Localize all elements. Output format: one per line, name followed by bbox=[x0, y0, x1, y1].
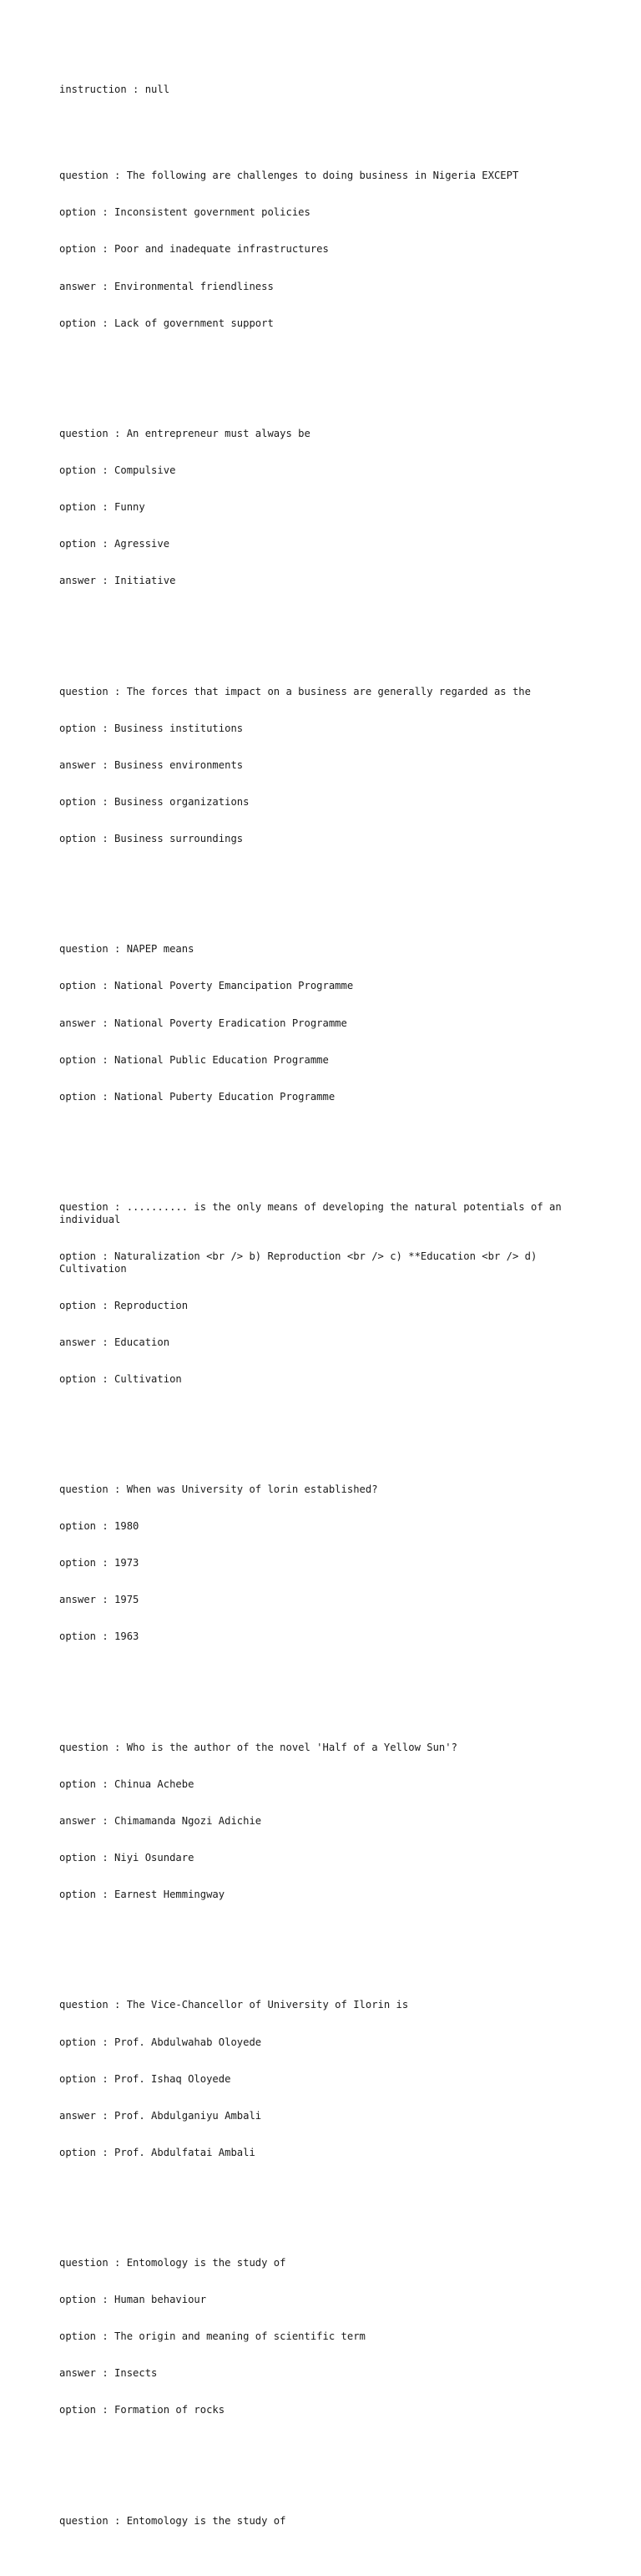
answer-line: answer : Initiative bbox=[59, 575, 176, 587]
answer-line: answer : Environmental friendliness bbox=[59, 280, 274, 292]
question-block-2 bbox=[59, 403, 593, 612]
option-line: option : Compulsive bbox=[59, 464, 176, 477]
option-line: option : 1980 bbox=[59, 1520, 139, 1533]
question-block-10 bbox=[59, 2490, 593, 2552]
question-line: question : When was University of lorin established? bbox=[59, 1483, 378, 1496]
question-block-6 bbox=[59, 1459, 593, 1668]
question-line: question : .......... is the only means of developing the natural potentials of an individual bbox=[59, 1200, 568, 1225]
option-line: option : 1963 bbox=[59, 1630, 139, 1643]
option-line: option : The origin and meaning of scientific term bbox=[59, 2330, 366, 2343]
answer-line: answer : Education bbox=[59, 1336, 170, 1348]
question-line: question : Who is the author of the novel 'Half of a Yellow Sun'? bbox=[59, 1741, 457, 1753]
question-block-3 bbox=[59, 661, 593, 870]
question-block-1 bbox=[59, 145, 593, 354]
option-line: option : Formation of rocks bbox=[59, 2404, 225, 2416]
question-block-7 bbox=[59, 1716, 593, 1925]
answer-line: answer : Business environments bbox=[59, 758, 244, 771]
option-line: option : Chinua Achebe bbox=[59, 1777, 194, 1790]
option-line: option : Inconsistent government policies bbox=[59, 206, 310, 219]
option-line: option : Reproduction bbox=[59, 1299, 189, 1311]
document-page bbox=[59, 59, 593, 2576]
option-line: option : Business surroundings bbox=[59, 833, 244, 845]
question-block-8 bbox=[59, 1975, 593, 2183]
question-block-4 bbox=[59, 919, 593, 1128]
option-line: option : Poor and inadequate infrastructures bbox=[59, 243, 329, 256]
question-line: question : The forces that impact on a business are generally regarded as the bbox=[59, 685, 531, 697]
option-line: option : Lack of government support bbox=[59, 317, 274, 329]
option-line: option : Naturalization <br /> b) Reproduction <br /> c) **Education <br /> d) Cultivation bbox=[59, 1250, 543, 1275]
option-line: option : Funny bbox=[59, 501, 145, 514]
option-line: option : Agressive bbox=[59, 538, 170, 550]
instruction-line: instruction : null bbox=[59, 84, 170, 96]
question-line: question : Entomology is the study of bbox=[59, 2514, 286, 2527]
option-line: option : Business institutions bbox=[59, 722, 244, 734]
answer-line: answer : 1975 bbox=[59, 1594, 139, 1606]
option-line: option : Prof. Abdulfatai Ambali bbox=[59, 2146, 255, 2158]
option-line: option : Niyi Osundare bbox=[59, 1852, 194, 1864]
question-line: question : The following are challenges to doing business in Nigeria EXCEPT bbox=[59, 170, 519, 182]
question-block-5 bbox=[59, 1177, 593, 1410]
option-line: option : Prof. Abdulwahab Oloyede bbox=[59, 2036, 262, 2048]
option-line: option : 1973 bbox=[59, 1557, 139, 1569]
option-line: option : National Puberty Education Programme bbox=[59, 1090, 336, 1103]
question-line: question : Entomology is the study of bbox=[59, 2257, 286, 2269]
question-line: question : NAPEP means bbox=[59, 943, 194, 956]
answer-line: answer : Insects bbox=[59, 2367, 158, 2380]
answer-line: answer : Prof. Abdulganiyu Ambali bbox=[59, 2109, 262, 2122]
option-line: option : Earnest Hemmingway bbox=[59, 1889, 225, 1901]
question-block-9 bbox=[59, 2233, 593, 2442]
answer-line: answer : National Poverty Eradication Programme bbox=[59, 1017, 347, 1029]
option-line: option : National Public Education Programme bbox=[59, 1053, 329, 1066]
question-line: question : An entrepreneur must always be bbox=[59, 427, 310, 439]
option-line: option : Human behaviour bbox=[59, 2294, 207, 2306]
option-line: option : Prof. Ishaq Oloyede bbox=[59, 2072, 231, 2085]
question-line: question : The Vice-Chancellor of University of Ilorin is bbox=[59, 1999, 409, 2011]
option-line: option : Business organizations bbox=[59, 795, 250, 808]
option-line: option : Cultivation bbox=[59, 1372, 182, 1385]
option-line: option : National Poverty Emancipation Programme bbox=[59, 980, 354, 992]
answer-line: answer : Chimamanda Ngozi Adichie bbox=[59, 1814, 262, 1827]
